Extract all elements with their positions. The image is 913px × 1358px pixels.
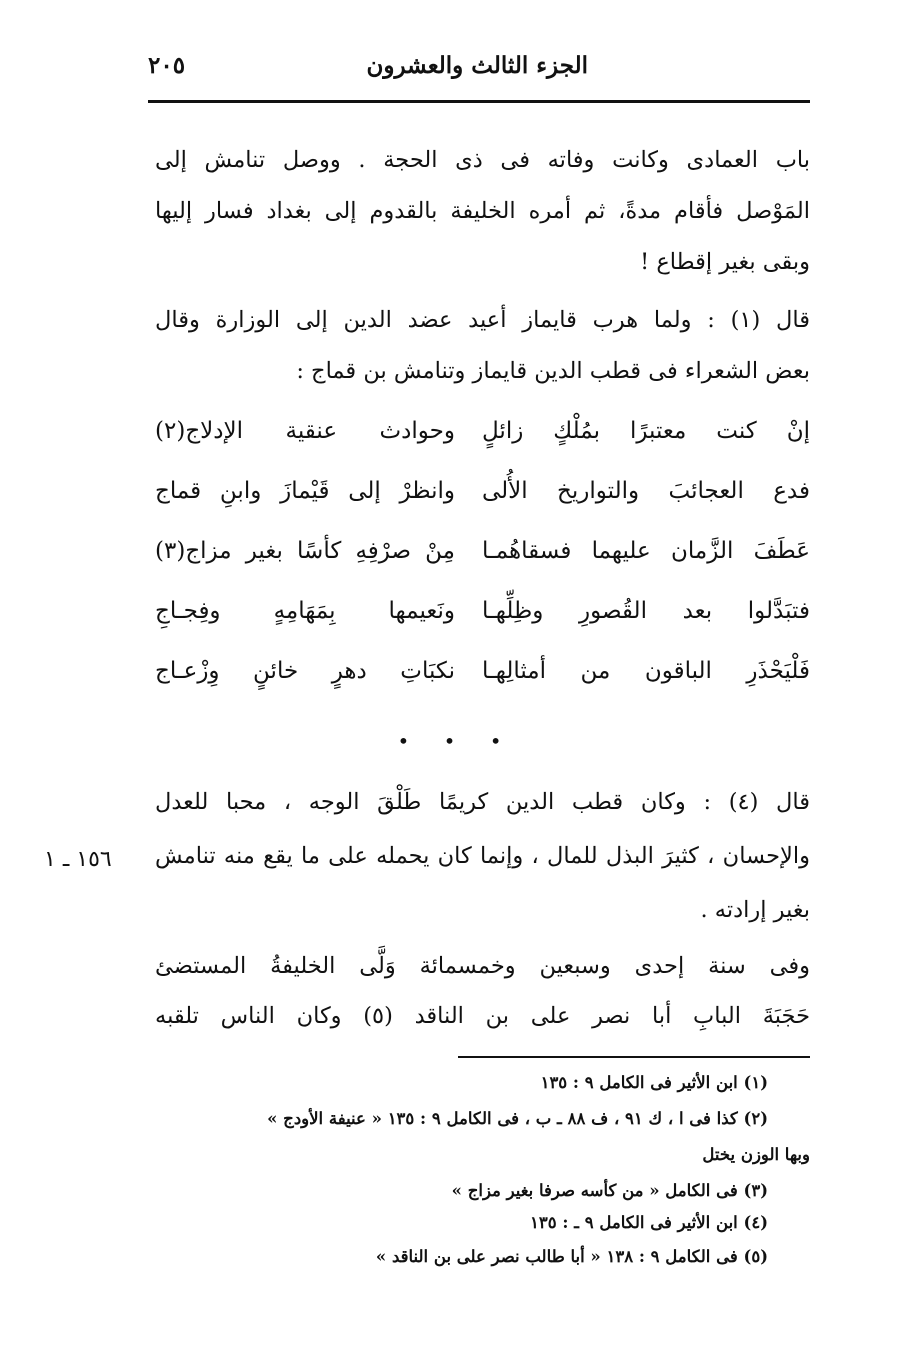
text-line: قال (٤) : وكان قطب الدين كريمًا طَلْقَ الوجه ، محبا للعدل — [155, 789, 810, 815]
verse-line — [155, 408, 810, 454]
verse-second-hemistich: مِنْ صرْفِهِ كأسًا بغير مزاج(٣) — [155, 538, 455, 564]
footnote: (٢) كذا فى ا ، ك ٩١ ، ف ٨٨ ـ ب ، فى الكامل ٩ : ١٣٥ « عنيفة الأودج » — [267, 1109, 768, 1128]
verse-first-hemistich: فتبَدَّلوا بعد القُصورِ وظِلِّهـا — [482, 598, 810, 624]
text-line: بعض الشعراء فى قطب الدين قايماز وتنامش بن قماج : — [296, 358, 810, 384]
verse-line — [155, 528, 810, 574]
running-head — [148, 52, 810, 96]
verse-first-hemistich: إنْ كنت معتبرًا بمُلْكٍ زائلٍ — [482, 418, 810, 444]
text-line: قال (١) : ولما هرب قايماز أعيد عضد الدين إلى الوزارة وقال — [155, 307, 811, 333]
verse-second-hemistich: وانظرْ إلى قَيْمازَ وابنِ قماج — [155, 478, 455, 504]
text-line: وفى سنة إحدى وسبعين وخمسمائة وَلَّى الخليفةُ المستضئ — [155, 953, 810, 979]
footnote-continuation: وبها الوزن يختل — [702, 1145, 810, 1164]
running-title: الجزء الثالث والعشرون — [366, 52, 588, 79]
verse-line — [155, 648, 810, 694]
text-line: والإحسان ، كثيرَ البذل للمال ، وإنما كان يحمله على ما يقع منه تنامش — [155, 843, 810, 869]
footnote: (١) ابن الأثير فى الكامل ٩ : ١٣٥ — [540, 1073, 768, 1092]
verse-second-hemistich: ونَعيمها بِمَهَامِهٍ وفِجـاجِ — [155, 598, 455, 624]
text-line: وبقى بغير إقطاع ! — [640, 249, 810, 275]
footnote-rule — [458, 1056, 810, 1058]
verse-second-hemistich: وحوادث عنقية الإدلاج(٢) — [155, 418, 455, 444]
verse-line — [155, 468, 810, 514]
text-line: حَجَبَةَ البابِ أبا نصر على بن الناقد (٥) وكان الناس تلقبه — [155, 1003, 810, 1029]
verse-first-hemistich: فَلْيَحْذَرِ الباقون من أمثالِهـا — [482, 658, 810, 684]
section-separator: • • • — [397, 729, 516, 753]
verse-second-hemistich: نكبَاتِ دهرٍ خائنٍ وِزْعـاج — [155, 658, 455, 684]
text-line: المَوْصل فأقام مدةً، ثم أمره الخليفة بالقدوم إلى بغداد فسار إليها — [155, 198, 810, 224]
margin-note: ١٥٦ ـ ١ — [44, 847, 112, 872]
text-line: باب العمادى وكانت وفاته فى ذى الحجة . ووصل تنامش إلى — [155, 147, 810, 173]
text-line: بغير إرادته . — [700, 897, 810, 923]
verse-line — [155, 588, 810, 634]
footnote: (٥) فى الكامل ٩ : ١٣٨ « أبا طالب نصر على بن الناقد » — [375, 1247, 768, 1266]
verse-first-hemistich: فدع العجائبَ والتواريخ الأُلى — [482, 478, 810, 504]
footnote: (٣) فى الكامل « من كأسه صرفا بغير مزاج » — [451, 1181, 768, 1200]
footnote: (٤) ابن الأثير فى الكامل ٩ ـ : ١٣٥ — [530, 1213, 768, 1232]
header-rule — [148, 100, 810, 103]
verse-first-hemistich: عَطَفَ الزَّمان عليهما فسقاهُمـا — [482, 538, 810, 564]
page-number: ٢٠٥ — [148, 52, 186, 79]
